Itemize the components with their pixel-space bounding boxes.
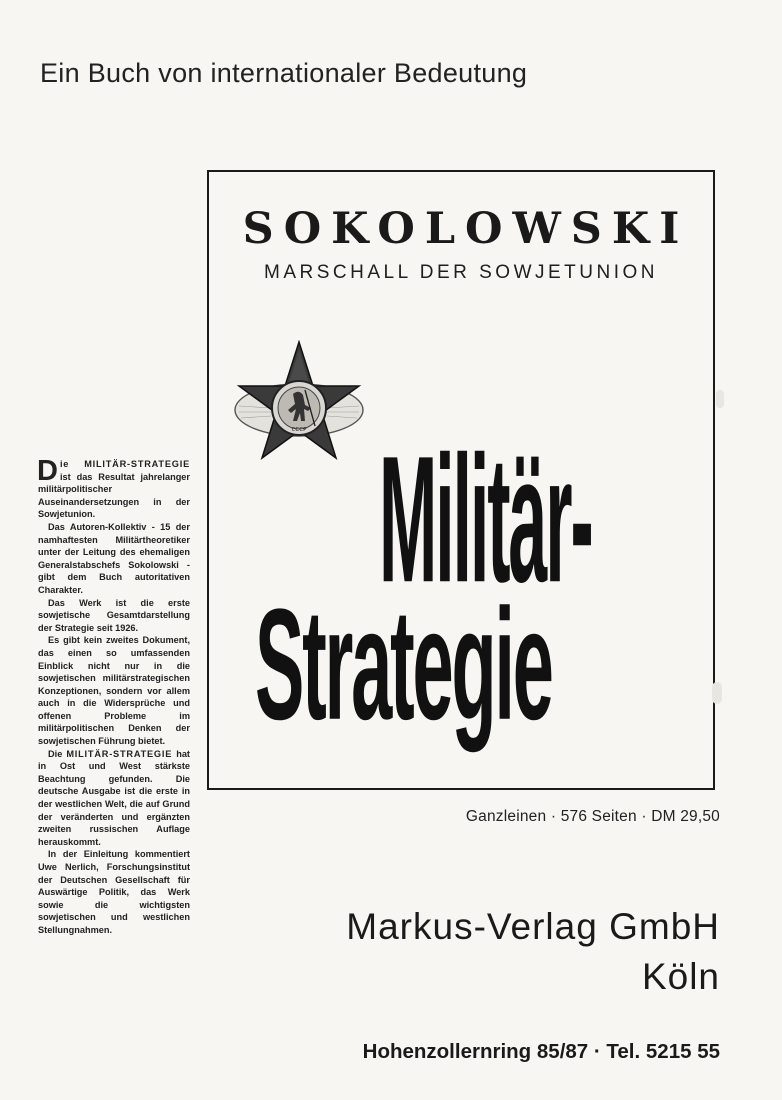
blurb-paragraph xyxy=(37,455,190,521)
blurb-p5-text: hat in Ost und West stärkste Beachtung gefunden. Die deutsche Ausgabe ist die erste in der westlichen Welt, die auf Grund der veränderten und ergänzten zweiten russischen Auflage herauskommt. xyxy=(38,748,190,847)
publisher-city: Köln xyxy=(641,955,720,997)
scan-mark xyxy=(712,682,722,704)
page-headline: Ein Buch von internationaler Bedeutung xyxy=(40,58,528,88)
blurb-p5-caps: MILITÄR-STRATEGIE xyxy=(66,748,173,759)
book-author: SOKOLOWSKI xyxy=(242,204,690,254)
book-cover-frame xyxy=(207,170,715,790)
drop-cap: D xyxy=(37,455,58,487)
emblem-inscription: CCCP xyxy=(291,427,307,433)
publisher-address: Hohenzollernring 85/87 · Tel. 5215 55 xyxy=(362,1040,720,1063)
price-line: Ganzleinen · 576 Seiten · DM 29,50 xyxy=(465,808,720,825)
blurb-paragraph: In der Einleitung kommentiert Uwe Nerlich, Forschungsinstitut der Deutschen Gesellschaft für Auswärtige Politik, das Werk sowie die wichtigsten sowjetischen und westlichen Stellungnahmen. xyxy=(38,849,190,935)
blurb-paragraph: Das Werk ist die erste sowjetische Gesamtdarstellung der Strategie seit 1926. xyxy=(38,597,190,633)
book-title-line-1: Militär- xyxy=(379,419,592,621)
blurb-p5-prefix: Die xyxy=(48,748,67,759)
blurb-paragraph: Es gibt kein zweites Dokument, das einen so umfassenden Einblick nicht nur in die sowjetischen militärstrategischen Konzeptionen, sondern vor allem auch in die Widersprüche und offenen Probleme im militärpolitischen Denken der sowjetischen Führung bietet. xyxy=(38,635,190,747)
blurb-paragraph: Das Autoren-Kollektiv - 15 der namhaftesten Militärtheoretiker unter der Leitung des ehemaligen Generalstabschefs Sokolowski - gibt dem Buch autoritativen Charakter. xyxy=(38,521,190,595)
book-title-line-2: Strategie xyxy=(255,576,552,754)
blurb-paragraph xyxy=(38,748,190,849)
blurb-lead-caps: ie MILITÄR-STRATEGIE xyxy=(59,459,190,469)
blurb-lead-text: ist das Resultat jahrelanger militärpolitischer Auseinandersetzungen in der Sowjetunion. xyxy=(38,471,190,520)
scan-mark xyxy=(716,390,724,408)
publisher-name: Markus-Verlag GmbH xyxy=(346,906,720,947)
author-rank: MARSCHALL DER SOWJETUNION xyxy=(264,262,658,283)
soviet-star-emblem-icon xyxy=(231,340,367,464)
publisher-block xyxy=(346,902,720,1002)
blurb-column xyxy=(37,455,190,937)
